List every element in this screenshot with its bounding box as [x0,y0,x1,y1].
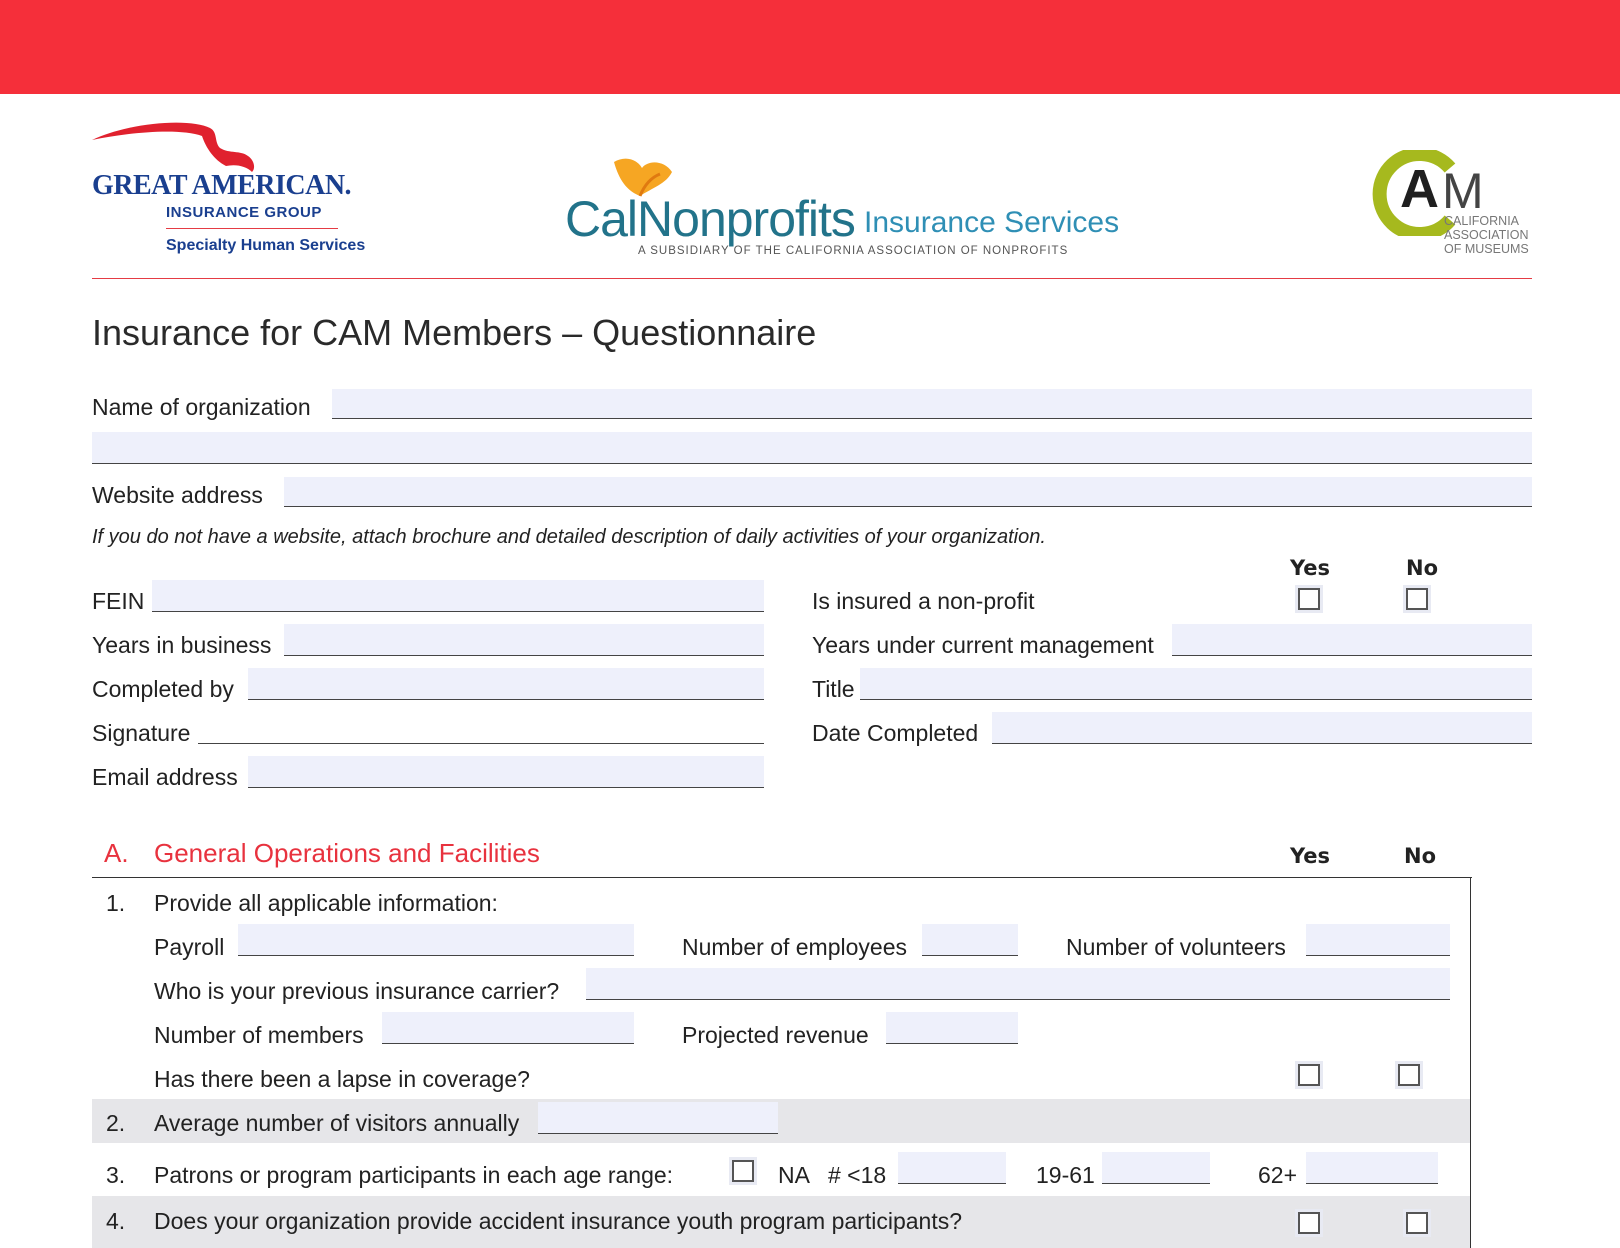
visitors-field[interactable] [538,1102,778,1134]
q3-number: 3. [106,1162,126,1188]
nonprofit-label: Is insured a non-profit [812,588,1035,614]
prev-carrier-field[interactable] [586,968,1450,1000]
members-label: Number of members [154,1022,364,1048]
header-divider [92,278,1532,279]
q2-text: Average number of visitors annually [154,1110,520,1136]
q4-number: 4. [106,1208,126,1234]
org-name-label: Name of organization [92,394,311,420]
section-no-header: No [1404,844,1437,868]
great-american-division: Specialty Human Services [166,237,366,254]
payroll-label: Payroll [154,934,225,960]
page-title: Insurance for CAM Members – Questionnaire [92,312,817,353]
payroll-field[interactable] [238,924,634,956]
q3-mid-field[interactable] [1102,1152,1210,1184]
signature-label: Signature [92,720,191,746]
website-field[interactable] [284,477,1532,507]
title-label: Title [812,676,855,702]
completed-by-field[interactable] [248,668,764,700]
nonprofit-yes-checkbox[interactable] [1298,588,1320,610]
fein-label: FEIN [92,588,145,614]
website-note: If you do not have a website, attach brochure and detailed description of daily activities of your organization. [92,526,1046,548]
lapse-yes-checkbox[interactable] [1298,1064,1320,1086]
great-american-wordmark: GREAT AMERICAN. [92,170,352,201]
revenue-field[interactable] [886,1012,1018,1044]
cam-subtitle: CALIFORNIA ASSOCIATION OF MUSEUMS [1444,214,1529,256]
q2-number: 2. [106,1110,126,1136]
completed-by-label: Completed by [92,676,234,702]
q3-mid-label: 19-61 [1036,1162,1095,1188]
lapse-no-checkbox[interactable] [1398,1064,1420,1086]
section-right-border [1470,877,1471,1248]
q3-under18-label: # <18 [828,1162,887,1188]
signature-field[interactable] [198,712,764,744]
email-field[interactable] [248,756,764,788]
revenue-label: Projected revenue [682,1022,869,1048]
section-letter: A. [104,838,129,868]
q4-text: Does your organization provide accident insurance youth program participants? [154,1208,963,1234]
q4-no-checkbox[interactable] [1406,1212,1428,1234]
q3-text: Patrons or program participants in each age range: [154,1162,674,1188]
header-banner [0,0,1620,94]
years-business-label: Years in business [92,632,272,658]
website-label: Website address [92,482,263,508]
logo-divider [166,228,338,229]
years-management-label: Years under current management [812,632,1154,658]
years-business-field[interactable] [284,624,764,656]
yes-header: Yes [1290,556,1331,580]
q1-text: Provide all applicable information: [154,890,498,916]
q1-number: 1. [106,890,126,916]
q3-under18-field[interactable] [898,1152,1006,1184]
date-completed-field[interactable] [992,712,1532,744]
q4-yes-checkbox[interactable] [1298,1212,1320,1234]
calnonprofits-subsidiary: A SUBSIDIARY OF THE CALIFORNIA ASSOCIATION OF NONPROFITS [638,245,1069,257]
date-completed-label: Date Completed [812,720,979,746]
fein-field[interactable] [152,580,764,612]
prev-carrier-label: Who is your previous insurance carrier? [154,978,560,1004]
cam-letter-m: M [1442,163,1484,219]
lapse-label: Has there been a lapse in coverage? [154,1066,530,1092]
volunteers-label: Number of volunteers [1066,934,1286,960]
title-field[interactable] [860,668,1532,700]
email-label: Email address [92,764,238,790]
cam-letter-a: A [1400,159,1439,219]
calnonprofits-wordmark: CalNonprofits [565,191,855,247]
members-field[interactable] [382,1012,634,1044]
years-management-field[interactable] [1172,624,1532,656]
org-name-field-line2[interactable] [92,432,1532,464]
calnonprofits-service: Insurance Services [864,206,1120,239]
no-header: No [1406,556,1439,580]
q3-na-checkbox[interactable] [732,1160,754,1182]
great-american-group: INSURANCE GROUP [166,204,322,221]
volunteers-field[interactable] [1306,924,1450,956]
employees-label: Number of employees [682,934,907,960]
q3-over62-field[interactable] [1306,1152,1438,1184]
employees-field[interactable] [922,924,1018,956]
org-name-field[interactable] [332,389,1532,419]
section-yes-header: Yes [1290,844,1331,868]
section-title: General Operations and Facilities [154,838,540,868]
section-divider [92,877,1472,878]
q3-na-label: NA [778,1162,810,1188]
q3-over62-label: 62+ [1258,1162,1298,1188]
nonprofit-no-checkbox[interactable] [1406,588,1428,610]
